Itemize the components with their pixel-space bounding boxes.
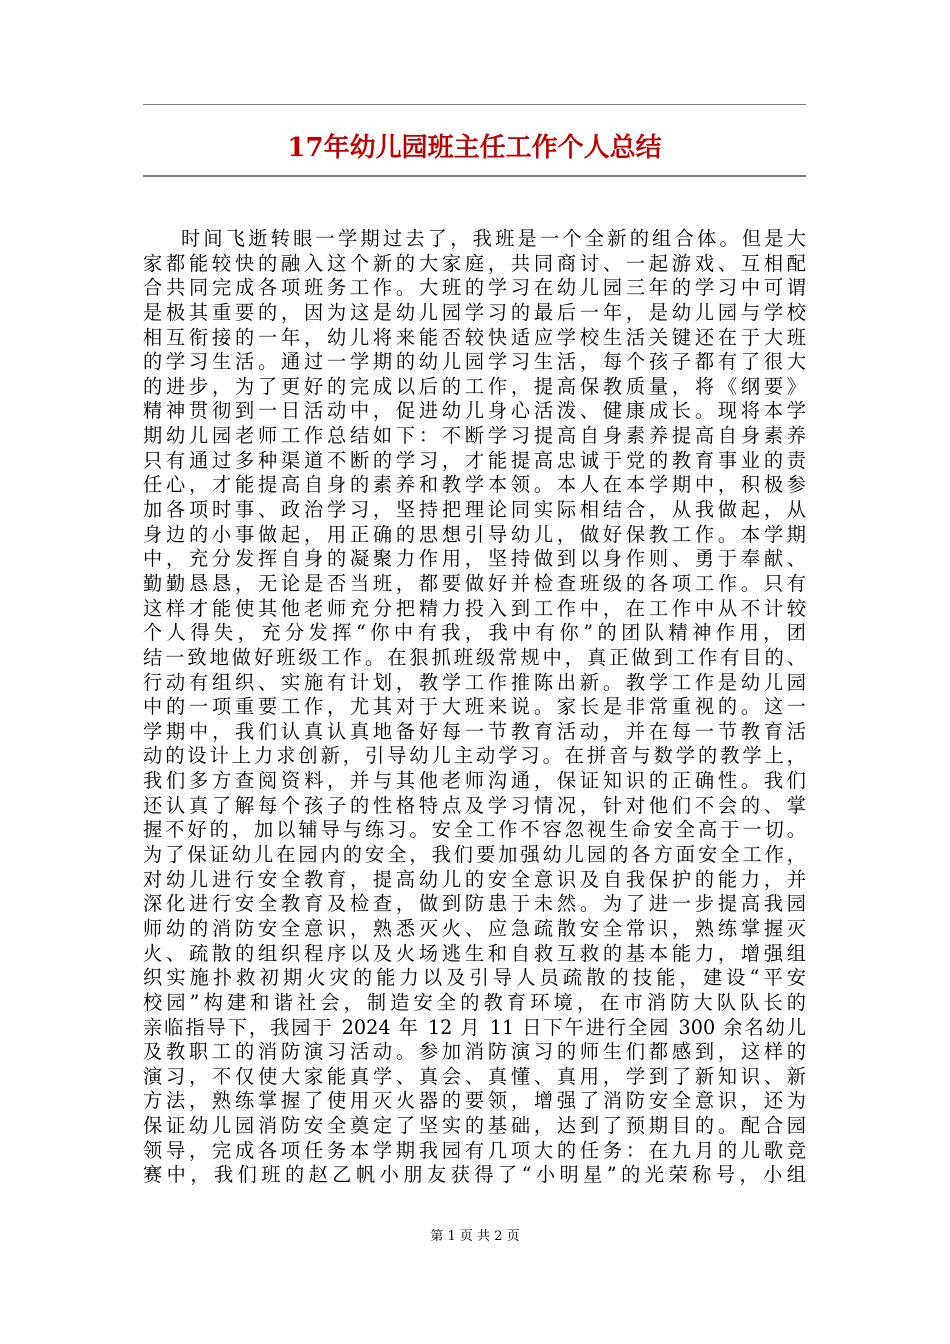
body-line: 合共同完成各项班务工作。大班的学习在幼儿园三年的学习中可谓 — [143, 276, 806, 300]
body-line: 织实施扑救初期火灾的能力以及引导人员疏散的技能，建设“平安 — [143, 966, 806, 990]
body-line: 亲临指导下，我园于 2024 年 12 月 11 日下午进行全园 300 余名幼儿 — [143, 1015, 806, 1039]
body-paragraph — [143, 227, 806, 1188]
body-line: 这样才能使其他老师充分把精力投入到工作中，在工作中从不计较 — [143, 596, 806, 620]
body-line: 的进步，为了更好的完成以后的工作，提高保教质量，将《纲要》 — [143, 374, 806, 398]
body-line: 结一致地做好班级工作。在狠抓班级常规中，真正做到工作有目的、 — [143, 645, 806, 669]
body-line: 学期中，我们认真认真地备好每一节教育活动，并在每一节教育活 — [143, 719, 806, 743]
body-line: 相互衔接的一年，幼儿将来能否较快适应学校生活关键还在于大班 — [143, 325, 806, 349]
body-line: 为了保证幼儿在园内的安全，我们要加强幼儿园的各方面安全工作， — [143, 843, 806, 867]
body-line: 期幼儿园老师工作总结如下：不断学习提高自身素养提高自身素养 — [143, 424, 806, 448]
body-line: 领导，完成各项任务本学期我园有几项大的任务：在九月的儿歌竞 — [143, 1138, 806, 1162]
body-line: 动的设计上力求创新，引导幼儿主动学习。在拼音与数学的教学上， — [143, 744, 806, 768]
body-line: 勤勤恳恳，无论是否当班，都要做好并检查班级的各项工作。只有 — [143, 571, 806, 595]
body-line: 身边的小事做起，用正确的思想引导幼儿，做好保教工作。本学期 — [143, 522, 806, 546]
body-line: 是极其重要的，因为这是幼儿园学习的最后一年，是幼儿园与学校 — [143, 300, 806, 324]
document-title: 17年幼儿园班主任工作个人总结 — [287, 133, 662, 163]
body-line: 保证幼儿园消防安全奠定了坚实的基础，达到了预期目的。配合园 — [143, 1114, 806, 1138]
body-line: 方法，熟练掌握了使用灭火器的要领，增强了消防安全意识，还为 — [143, 1089, 806, 1113]
body-line: 时间飞逝转眼一学期过去了，我班是一个全新的组合体。但是大 — [181, 227, 806, 250]
body-line: 家都能较快的融入这个新的大家庭，共同商讨、一起游戏、互相配 — [143, 251, 806, 275]
body-line: 加各项时事、政治学习，坚持把理论同实际相结合，从我做起，从 — [143, 498, 806, 522]
body-line: 师幼的消防安全意识，熟悉灭火、应急疏散安全常识，熟练掌握灭 — [143, 916, 806, 940]
body-line: 中的一项重要工作，尤其对于大班来说。家长是非常重视的。这一 — [143, 695, 806, 719]
body-line: 精神贯彻到一日活动中，促进幼儿身心活泼、健康成长。现将本学 — [143, 399, 806, 423]
body-line: 行动有组织、实施有计划，教学工作推陈出新。教学工作是幼儿园 — [143, 670, 806, 694]
body-line: 对幼儿进行安全教育，提高幼儿的安全意识及自我保护的能力，并 — [143, 867, 806, 891]
body-line: 我们多方查阅资料，并与其他老师沟通，保证知识的正确性。我们 — [143, 769, 806, 793]
body-line: 及教职工的消防演习活动。参加消防演习的师生们都感到，这样的 — [143, 1040, 806, 1064]
body-line: 火、疏散的组织程序以及火场逃生和自救互救的基本能力，增强组 — [143, 941, 806, 965]
body-line: 深化进行安全教育及检查，做到防患于未然。为了进一步提高我园 — [143, 892, 806, 916]
body-line: 个人得失，充分发挥“你中有我，我中有你”的团队精神作用，团 — [143, 621, 806, 645]
body-line: 握不好的，加以辅导与练习。安全工作不容忽视生命安全高于一切。 — [143, 818, 806, 842]
body-line: 只有通过多种渠道不断的学习，才能提高忠诚于党的教育事业的责 — [143, 448, 806, 472]
body-line: 的学习生活。通过一学期的幼儿园学习生活，每个孩子都有了很大 — [143, 350, 806, 374]
body-line: 演习，不仅使大家能真学、真会、真懂、真用，学到了新知识、新 — [143, 1064, 806, 1088]
top-rule — [143, 104, 806, 105]
page-footer: 第 1 页 共 2 页 — [430, 1229, 520, 1244]
body-line: 还认真了解每个孩子的性格特点及学习情况，针对他们不会的、掌 — [143, 793, 806, 817]
body-line: 赛中，我们班的赵乙帆小朋友获得了“小明星”的光荣称号，小组 — [143, 1163, 806, 1187]
body-line: 校园”构建和谐社会，制造安全的教育环境，在市消防大队队长的 — [143, 990, 806, 1014]
title-underline-rule — [143, 175, 806, 177]
body-line: 任心，才能提高自身的素养和教学本领。本人在本学期中，积极参 — [143, 473, 806, 497]
body-line: 中，充分发挥自身的凝聚力作用，坚持做到以身作则、勇于奉献、 — [143, 547, 806, 571]
